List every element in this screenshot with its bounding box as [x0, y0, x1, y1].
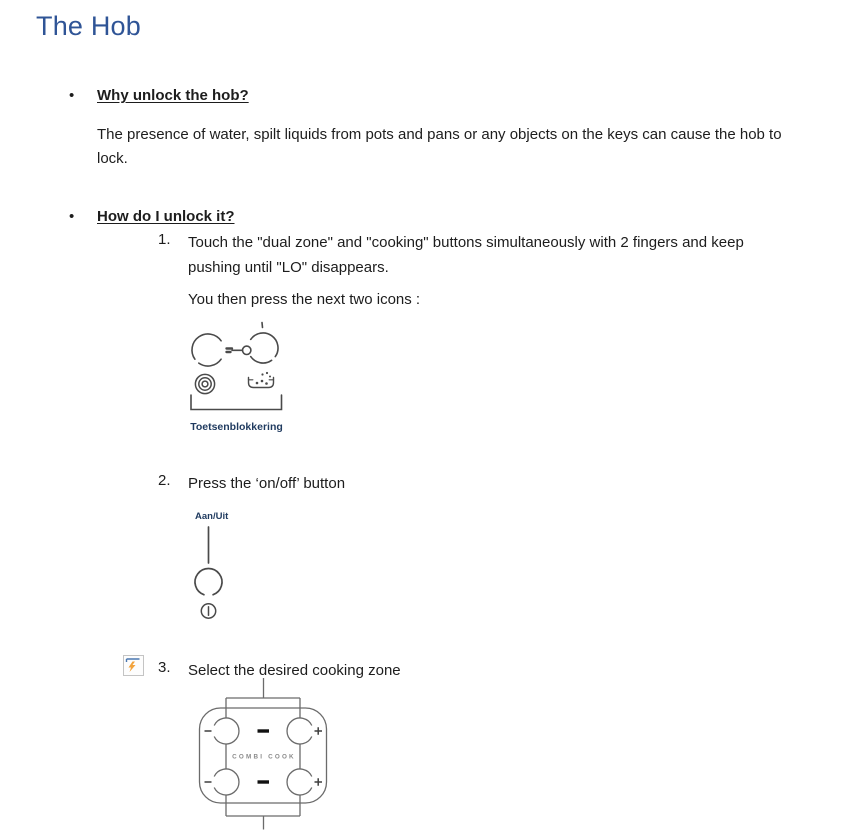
- bracket-under-icons: [191, 395, 282, 410]
- step-3-number: 3.: [158, 659, 171, 676]
- section-heading-how: How do I unlock it?: [97, 208, 235, 225]
- power-on-icon: [201, 604, 215, 618]
- zone-circle-top-left: [214, 718, 239, 744]
- figure-on-off-label: Aan/Uit: [195, 511, 229, 522]
- step-2-text: Press the ‘on/off’ button: [188, 475, 346, 492]
- bullet-icon: •: [69, 208, 75, 225]
- figure-key-lock: [183, 316, 293, 438]
- bottom-connector: [226, 795, 300, 830]
- key-icon: [227, 346, 251, 354]
- section-heading-why: Why unlock the hob?: [97, 87, 249, 104]
- autocorrect-options-icon[interactable]: [123, 655, 144, 676]
- zone-circle-left: [192, 334, 221, 366]
- step-1-note: You then press the next two icons :: [188, 291, 421, 308]
- top-connector: [226, 678, 300, 718]
- zone-circle-bottom-left: [214, 769, 239, 795]
- step-1-text: Touch the "dual zone" and "cooking" buttons simultaneously with 2 fingers and keep pushing until "LO" disappears.: [188, 234, 744, 276]
- paragraph-lock-cause: The presence of water, spilt liquids from pots and pans or any objects on the keys can cause the hob to lock.: [97, 126, 782, 167]
- minus-icon: [205, 731, 212, 782]
- step-3-text: Select the desired cooking zone: [188, 662, 401, 679]
- figure-on-off: [190, 505, 250, 625]
- step-2-number: 2.: [158, 472, 171, 489]
- boiling-dots: [256, 372, 271, 385]
- dual-zone-rings-icon: [195, 374, 214, 393]
- step-1-number: 1.: [158, 231, 171, 248]
- figure-key-lock-label: Toetsenblokkering: [190, 421, 283, 433]
- figure-cooking-zones: [196, 677, 331, 830]
- zone-circle-bottom-right: [287, 769, 312, 795]
- zone-circle-right: [251, 333, 278, 363]
- bullet-icon: •: [69, 87, 75, 104]
- zone-circle: [195, 569, 222, 595]
- plus-icon: [315, 727, 323, 786]
- tick-mark: [262, 323, 263, 328]
- combi-cook-label: COMBI COOK: [232, 753, 296, 761]
- zone-circle-top-right: [287, 718, 312, 744]
- page-title: The Hob: [36, 11, 141, 41]
- cooking-pan-icon: [249, 378, 274, 388]
